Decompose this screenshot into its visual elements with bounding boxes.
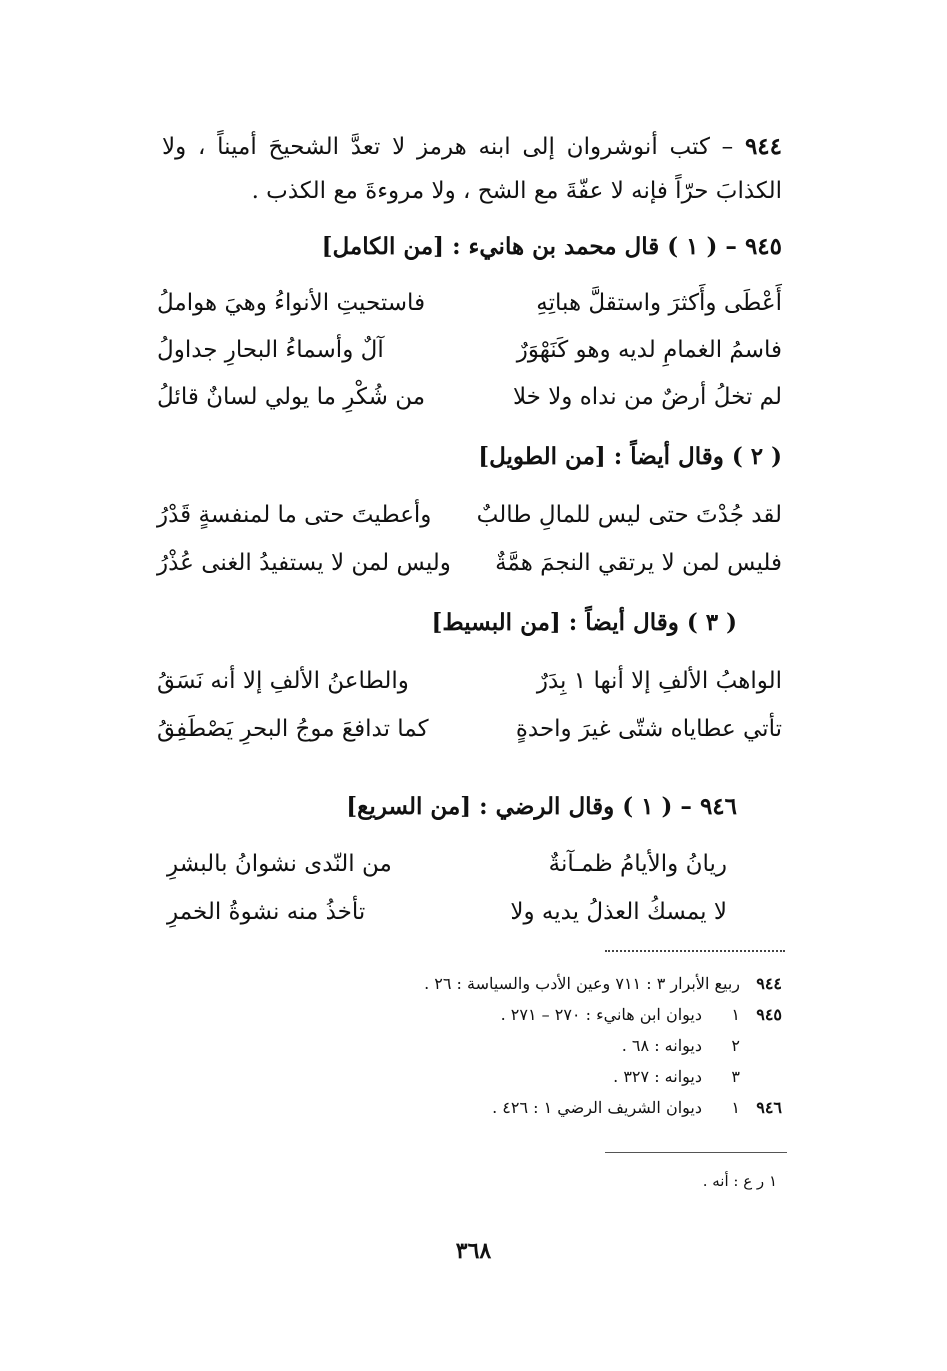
hemistich-second: من شُكْرِ ما يولي لسانٌ قائلُ — [157, 384, 426, 410]
hemistich-first: الواهبُ الألفِ إلا أنها ١ بِدَرٌ — [536, 668, 782, 694]
hemistich-second: آلٌ وأسماءُ البحارِ جداولُ — [157, 337, 384, 363]
source-text: ديوانه : ٣٢٧ . — [613, 1067, 702, 1086]
hemistich-first: لا يمسكُ العذلُ يديه ولا — [510, 899, 727, 925]
entry-945-heading — [322, 230, 782, 264]
entry-944-paragraph — [162, 125, 782, 213]
source-text: ديوانه : ٦٨ . — [621, 1036, 702, 1055]
hemistich-second: كما تدافعَ موجُ البحرِ يَصْطَفِقُ — [157, 716, 429, 742]
source-sub-id: ١ — [731, 1005, 740, 1024]
verse-line — [157, 286, 782, 320]
verse-line — [167, 895, 727, 929]
hemistich-first: أَعْطَى وأَكثرَ واستقلَّ هباتِهِ — [536, 290, 782, 316]
page-number: ٣٦٨ — [455, 1238, 492, 1264]
verse-line — [167, 847, 727, 881]
section-heading: ( ٣ ) وقال أيضاً : [من البسيط] — [431, 609, 737, 636]
dotted-separator — [605, 950, 785, 952]
source-line — [622, 1036, 782, 1055]
hemistich-first: لم تخلُ أرضٌ من نداه ولا خلا — [512, 384, 782, 410]
hemistich-second: وليس لمن لا يستفيدُ الغنى عُذْرُ — [157, 550, 451, 576]
hemistich-second: تأخذُ منه نشوةُ الخمرِ — [167, 899, 366, 925]
hemistich-first: فليس لمن لا يرتقي النجمَ همَّةٌ — [495, 550, 782, 576]
source-sub-id: ٣ — [731, 1067, 740, 1086]
verse-line — [157, 333, 782, 367]
entry-number: ٩٤٦ — [699, 793, 737, 820]
hemistich-second: من النّدى نشوانُ بالبشرِ — [167, 851, 392, 877]
entry-text: – كتب أنوشروان إلى ابنه هرمز لا تعدَّ الشحيحَ أميناً ، ولا الكذابَ حرّاً فإنه لا عفّةَ مع الشح ، ولا مروءةَ مع الكذب . — [162, 134, 782, 204]
verse-line — [157, 498, 782, 532]
hemistich-second: والطاعنُ الألفِ إلا أنه نَسَقُ — [157, 668, 409, 694]
source-entry-id: ٩٤٦ — [756, 1098, 782, 1117]
heading-text: – ( ١ ) قال محمد بن هانيء : [من الكامل] — [321, 233, 745, 260]
entry-946-heading — [346, 790, 737, 824]
section-heading: ( ٢ ) وقال أيضاً : [من الطويل] — [478, 443, 782, 470]
verse-line — [157, 380, 782, 414]
source-text: ربيع الأبرار ٣ : ٧١١ وعين الأدب والسياسة : ٢٦ . — [424, 974, 740, 993]
source-line — [424, 974, 782, 993]
verse-line — [157, 664, 782, 698]
source-text: ديوان ابن هانيء : ٢٧٠ – ٢٧١ . — [500, 1005, 702, 1024]
source-text: ديوان الشريف الرضي ١ : ٤٢٦ . — [492, 1098, 702, 1117]
verse-line — [157, 712, 782, 746]
footnote: ١ ر ع : أنه . — [702, 1172, 777, 1190]
source-entry-id: ٩٤٥ — [756, 1005, 782, 1024]
heading-text: – ( ١ ) وقال الرضي : [من السريع] — [346, 793, 700, 820]
hemistich-first: فاسمُ الغمامِ لديه وهو كَنَهْوَرٌ — [516, 337, 782, 363]
hemistich-first: لقد جُدْتَ حتى ليس للمالِ طالبٌ — [476, 502, 782, 528]
hemistich-first: تأتي عطاياه شتّى غيرَ واحدةٍ — [515, 716, 782, 742]
entry-number: ٩٤٥ — [744, 233, 782, 260]
source-entry-id: ٩٤٤ — [756, 974, 782, 993]
source-sub-id: ٢ — [731, 1036, 740, 1055]
source-line — [501, 1005, 782, 1024]
hemistich-second: فاستحيتِ الأنواءُ وهيَ هواملُ — [157, 290, 426, 316]
verse-line — [157, 546, 782, 580]
source-sub-id: ١ — [731, 1098, 740, 1117]
source-line — [613, 1067, 782, 1086]
entry-number: ٩٤٤ — [744, 133, 782, 160]
hemistich-second: وأعطيتَ حتى ما لمنفسةٍ قَدْرُ — [157, 502, 432, 528]
hemistich-first: ريانُ والأيامُ ظمـآنةٌ — [548, 851, 727, 877]
footnote-separator — [605, 1152, 787, 1153]
source-line — [492, 1098, 782, 1117]
